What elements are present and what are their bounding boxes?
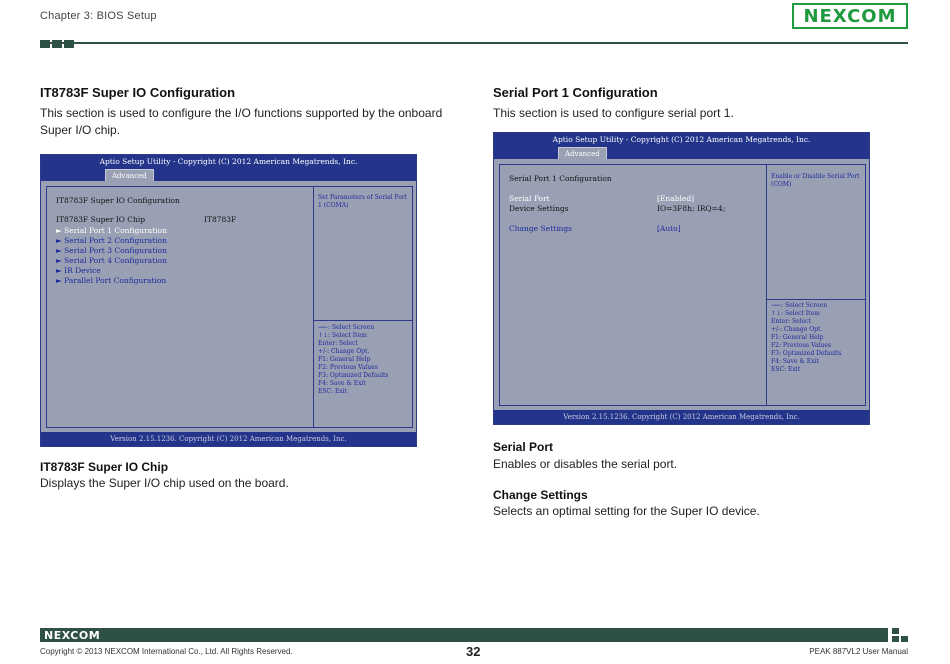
menu-ir-device[interactable]: ► IR Device [56, 266, 101, 275]
left-section-title: IT8783F Super IO Configuration [40, 85, 236, 100]
menu-serial-port-4[interactable]: ► Serial Port 4 Configuration [56, 256, 167, 265]
key-enter: Enter: Select [318, 340, 358, 347]
key-select-screen: →←: Select Screen [771, 302, 828, 309]
bios-help-text: Set Parameters of Serial Port 1 (COMA) [318, 194, 408, 209]
bios-screen-serial1 [493, 132, 870, 425]
left-sub-title: IT8783F Super IO Chip [40, 460, 169, 474]
menu-serial-port-2[interactable]: ► Serial Port 2 Configuration [56, 236, 167, 245]
logo-text: NEXCOM [803, 5, 897, 27]
nexcom-logo [792, 3, 908, 29]
manual-title: PEAK 887VL2 User Manual [809, 647, 908, 656]
key-change-opt: +/-: Change Opt. [771, 326, 823, 333]
key-select-item: ↑↓: Select Item [771, 310, 820, 317]
footer-blocks [892, 628, 908, 642]
key-enter: Enter: Select [771, 318, 811, 325]
key-f3: F3: Optimized Defaults [771, 350, 842, 357]
key-esc: ESC: Exit [318, 388, 348, 395]
key-f4: F4: Save & Exit [318, 380, 366, 387]
serial-port-label[interactable]: Serial Port [509, 194, 550, 203]
key-select-item: ↑↓: Select Item [318, 332, 367, 339]
bios-key-legend [318, 324, 389, 396]
change-settings-label[interactable]: Change Settings [509, 224, 572, 233]
footer-bar [40, 628, 888, 642]
bios-bottom-bar: Version 2.15.1236. Copyright (C) 2012 American Megatrends, Inc. [494, 410, 869, 424]
right-section-desc: This section is used to configure serial port 1. [493, 106, 734, 120]
menu-parallel-port[interactable]: ► Parallel Port Configuration [56, 276, 167, 285]
chapter-title: Chapter 3: BIOS Setup [40, 10, 157, 22]
change-settings-title: Change Settings [493, 488, 588, 502]
copyright-text: Copyright © 2013 NEXCOM International Co., Ltd. All Rights Reserved. [40, 647, 293, 656]
key-select-screen: →←: Select Screen [318, 324, 375, 331]
chip-label: IT8783F Super IO Chip [56, 215, 146, 224]
change-settings-desc: Selects an optimal setting for the Super IO device. [493, 504, 760, 518]
bios-top-bar: Aptio Setup Utility - Copyright (C) 2012 American Megatrends, Inc. [494, 133, 869, 147]
bios-screen-superio [40, 154, 417, 447]
serial-port-value[interactable]: [Enabled] [657, 194, 695, 203]
key-f2: F2: Previous Values [771, 342, 831, 349]
serial-port-title: Serial Port [493, 440, 554, 454]
menu-serial-port-1[interactable]: ► Serial Port 1 Configuration [56, 226, 167, 235]
right-section-title: Serial Port 1 Configuration [493, 85, 658, 100]
bios-key-legend [771, 302, 842, 374]
bios-help-text: Enable or Disable Serial Port (COM) [771, 173, 860, 188]
key-f1: F1: General Help [771, 334, 824, 341]
key-f1: F1: General Help [318, 356, 371, 363]
device-settings-value: IO=3F8h; IRQ=4; [657, 204, 726, 213]
key-f2: F2: Previous Values [318, 364, 378, 371]
change-settings-value[interactable]: [Auto] [657, 224, 681, 233]
chip-value: IT8783F [204, 215, 237, 224]
bios-top-bar: Aptio Setup Utility - Copyright (C) 2012 American Megatrends, Inc. [41, 155, 416, 169]
serial-port-desc: Enables or disables the serial port. [493, 457, 678, 471]
bios-tab-advanced[interactable]: Advanced [558, 147, 607, 159]
device-settings-label: Device Settings [509, 204, 569, 213]
key-f3: F3: Optimized Defaults [318, 372, 389, 379]
bios-tab-advanced[interactable]: Advanced [105, 169, 154, 181]
header-blocks [40, 40, 74, 48]
bios-heading: Serial Port 1 Configuration [509, 174, 612, 183]
key-f4: F4: Save & Exit [771, 358, 819, 365]
key-change-opt: +/-: Change Opt. [318, 348, 370, 355]
bios-bottom-bar: Version 2.15.1236. Copyright (C) 2012 American Megatrends, Inc. [41, 432, 416, 446]
key-esc: ESC: Exit [771, 366, 801, 373]
left-section-desc: This section is used to configure the I/O functions supported by the onboard Super I/O chip. [40, 106, 443, 137]
page-number: 32 [466, 644, 481, 659]
bios-heading: IT8783F Super IO Configuration [56, 196, 180, 205]
menu-serial-port-3[interactable]: ► Serial Port 3 Configuration [56, 246, 167, 255]
left-sub-desc: Displays the Super I/O chip used on the board. [40, 476, 289, 490]
header-divider [40, 42, 908, 44]
footer-logo: NEXCOM [44, 629, 101, 642]
